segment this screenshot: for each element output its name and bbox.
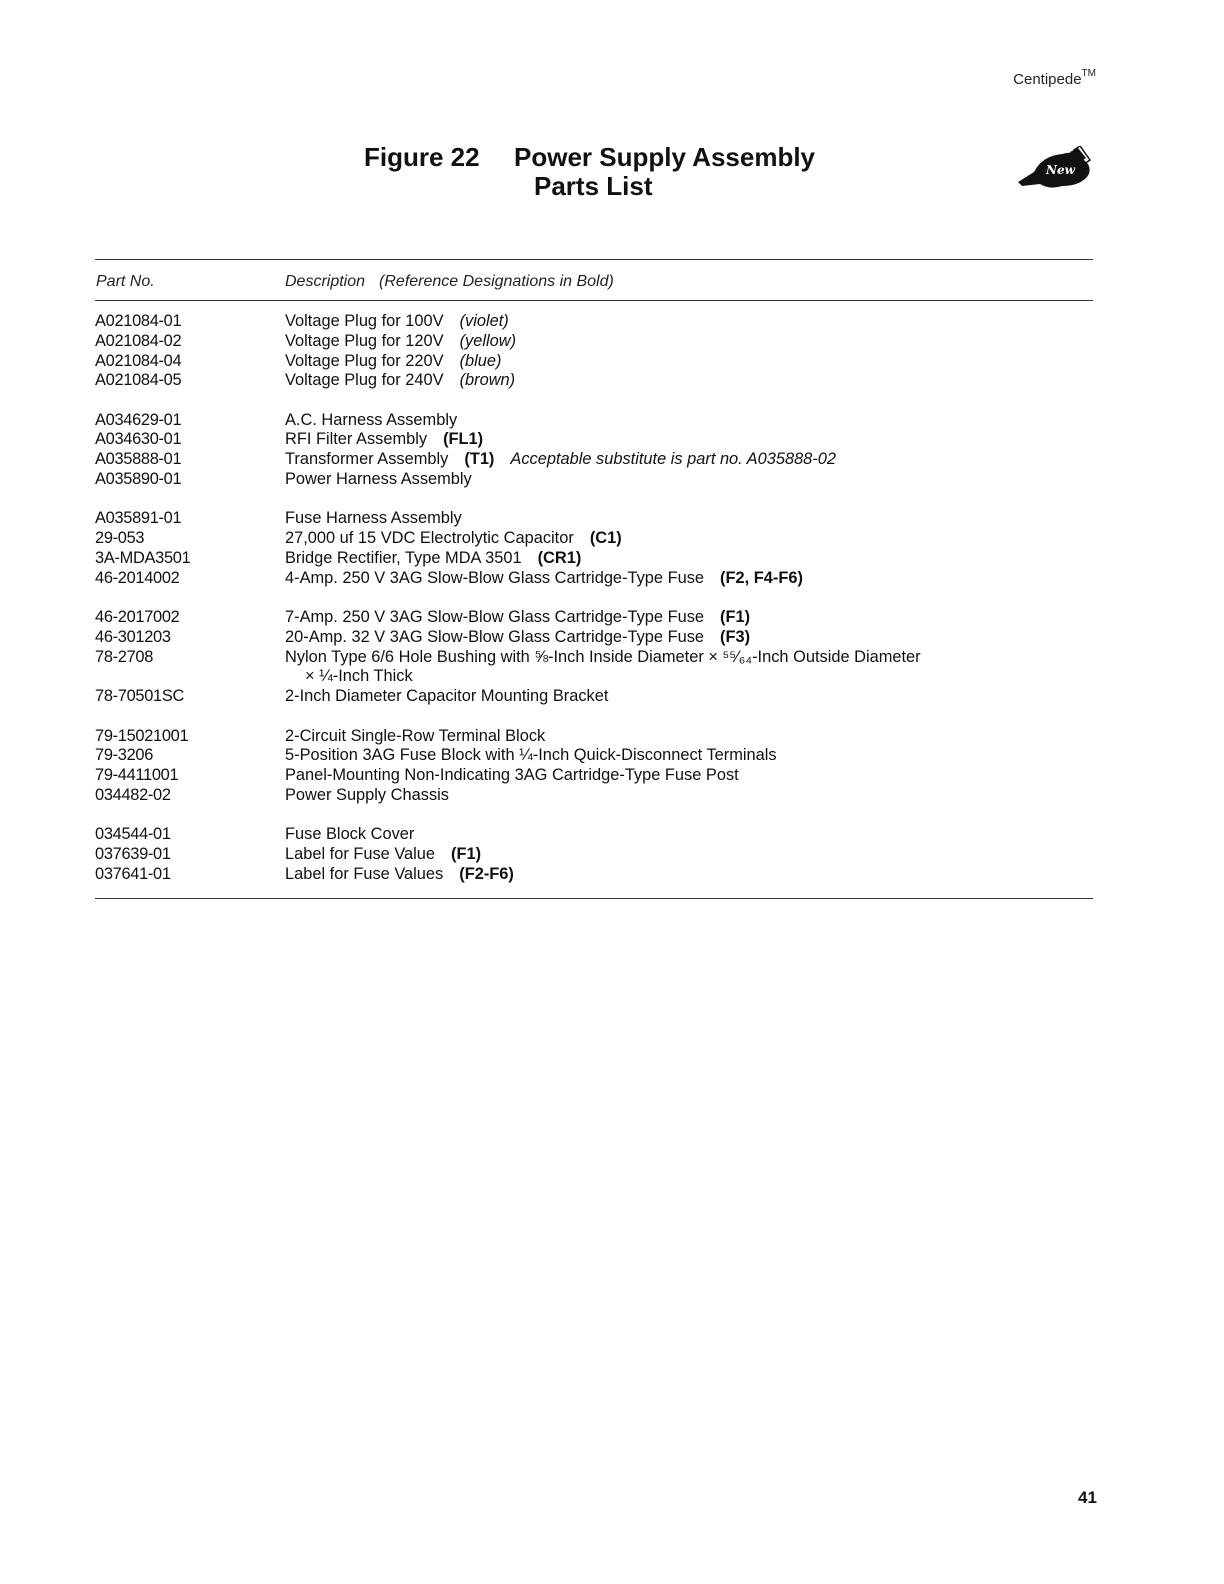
table-row xyxy=(95,845,1093,865)
parts-group xyxy=(95,727,1093,806)
description-text: 2-Circuit Single-Row Terminal Block xyxy=(285,726,546,745)
description-text: Voltage Plug for 240V xyxy=(285,371,444,390)
reference-designation: (F2-F6) xyxy=(459,864,514,883)
part-number: 79-15021001 xyxy=(95,726,189,745)
part-number: 034544-01 xyxy=(95,825,171,844)
table-row xyxy=(95,509,1093,529)
part-number: 46-301203 xyxy=(95,627,171,646)
table-row xyxy=(95,608,1093,628)
title-line-1: Power Supply Assembly xyxy=(514,142,816,172)
table-row xyxy=(95,312,1093,332)
description-text: 27,000 uf 15 VDC Electrolytic Capacitor xyxy=(285,529,574,548)
table-row xyxy=(95,529,1093,549)
table-row xyxy=(95,569,1093,589)
color-note: (yellow) xyxy=(459,331,517,350)
color-note: (brown) xyxy=(459,371,516,390)
part-description xyxy=(285,569,1093,589)
part-number: 46-2014002 xyxy=(95,568,180,587)
part-description xyxy=(285,865,1093,885)
parts-group xyxy=(95,312,1093,391)
column-header-part: Part No. xyxy=(96,273,155,290)
part-description xyxy=(285,549,1093,569)
part-number: A035888-01 xyxy=(95,450,182,469)
table-row xyxy=(95,746,1093,766)
part-number: A035891-01 xyxy=(95,509,182,528)
description-text: Power Harness Assembly xyxy=(285,470,472,489)
part-description xyxy=(285,470,1093,490)
part-description xyxy=(285,825,1093,845)
table-bottom-rule xyxy=(95,898,1093,899)
part-description xyxy=(285,450,1093,470)
reference-note: (Reference Designations in Bold) xyxy=(379,273,614,290)
part-description xyxy=(285,727,1093,747)
description-text: Fuse Block Cover xyxy=(285,825,415,844)
table-row xyxy=(95,766,1093,786)
description-text: Power Supply Chassis xyxy=(285,785,449,804)
parts-group xyxy=(95,825,1093,884)
part-number: 78-70501SC xyxy=(95,687,185,706)
running-header xyxy=(1013,70,1096,88)
table-row xyxy=(95,727,1093,747)
part-number: 037639-01 xyxy=(95,845,171,864)
reference-designation: (F3) xyxy=(720,627,751,646)
table-row xyxy=(95,549,1093,569)
part-description xyxy=(285,845,1093,865)
table-top-rule xyxy=(95,259,1093,260)
table-row xyxy=(95,648,1093,688)
part-description xyxy=(285,529,1093,549)
table-row xyxy=(95,450,1093,470)
part-description xyxy=(285,628,1093,648)
description-text: Voltage Plug for 220V xyxy=(285,351,444,370)
part-description xyxy=(285,411,1093,431)
description-text: 7-Amp. 250 V 3AG Slow-Blow Glass Cartridge-Type Fuse xyxy=(285,608,705,627)
table-row xyxy=(95,411,1093,431)
column-header-description xyxy=(285,273,614,291)
figure-number: Figure 22 xyxy=(364,142,480,172)
trademark-mark: TM xyxy=(1081,68,1096,79)
part-description xyxy=(285,371,1093,391)
description-text: Label for Fuse Value xyxy=(285,845,436,864)
table-row xyxy=(95,628,1093,648)
part-number: A021084-04 xyxy=(95,351,182,370)
description-continuation: × ¼-Inch Thick xyxy=(305,667,413,686)
description-text: A.C. Harness Assembly xyxy=(285,410,458,429)
description-text: Voltage Plug for 120V xyxy=(285,331,444,350)
part-description xyxy=(285,766,1093,786)
reference-designation: (F2, F4-F6) xyxy=(720,568,803,587)
part-number: 034482-02 xyxy=(95,785,171,804)
part-number: A034629-01 xyxy=(95,410,182,429)
part-number: A034630-01 xyxy=(95,430,182,449)
new-hand-icon xyxy=(1016,146,1092,192)
new-badge-label: New xyxy=(1046,163,1075,177)
part-description xyxy=(285,786,1093,806)
description-text: 2-Inch Diameter Capacitor Mounting Bracket xyxy=(285,687,609,706)
part-number: A035890-01 xyxy=(95,470,182,489)
part-description xyxy=(285,648,1093,688)
reference-designation: (T1) xyxy=(464,450,495,469)
description-text: Fuse Harness Assembly xyxy=(285,509,462,528)
description-text: 4-Amp. 250 V 3AG Slow-Blow Glass Cartridge-Type Fuse xyxy=(285,568,705,587)
table-row xyxy=(95,687,1093,707)
game-name: Centipede xyxy=(1013,71,1082,88)
table-row xyxy=(95,352,1093,372)
part-description xyxy=(285,608,1093,628)
description-text: Bridge Rectifier, Type MDA 3501 xyxy=(285,548,522,567)
part-description xyxy=(285,687,1093,707)
description-text: Nylon Type 6/6 Hole Bushing with ⅝-Inch Inside Diameter × ⁵⁵⁄₆₄-Inch Outside Diameter xyxy=(285,647,921,666)
substitute-note: Acceptable substitute is part no. A035888-02 xyxy=(510,450,836,469)
part-description xyxy=(285,332,1093,352)
description-text: Voltage Plug for 100V xyxy=(285,312,444,330)
description-text: Panel-Mounting Non-Indicating 3AG Cartridge-Type Fuse Post xyxy=(285,766,739,785)
reference-designation: (F1) xyxy=(451,845,482,864)
reference-designation: (C1) xyxy=(589,529,622,548)
part-number: A021084-01 xyxy=(95,312,182,330)
parts-table xyxy=(95,312,1093,904)
title-line-2: Parts List xyxy=(534,171,653,201)
parts-group xyxy=(95,411,1093,490)
part-number: 29-053 xyxy=(95,529,145,548)
description-header-label: Description xyxy=(285,273,366,290)
color-note: (blue) xyxy=(459,351,502,370)
part-number: A021084-02 xyxy=(95,331,182,350)
part-description xyxy=(285,746,1093,766)
description-text: 20-Amp. 32 V 3AG Slow-Blow Glass Cartridge-Type Fuse xyxy=(285,627,705,646)
description-text: RFI Filter Assembly xyxy=(285,430,428,449)
table-row xyxy=(95,786,1093,806)
part-number: 78-2708 xyxy=(95,647,154,666)
reference-designation: (CR1) xyxy=(537,548,582,567)
part-number: A021084-05 xyxy=(95,371,182,390)
part-number: 3A-MDA3501 xyxy=(95,548,191,567)
parts-group xyxy=(95,509,1093,588)
reference-designation: (F1) xyxy=(720,608,751,627)
table-row xyxy=(95,825,1093,845)
part-description xyxy=(285,430,1093,450)
page-number: 41 xyxy=(1078,1488,1097,1507)
description-text: Label for Fuse Values xyxy=(285,864,444,883)
description-text: 5-Position 3AG Fuse Block with ¼-Inch Quick-Disconnect Terminals xyxy=(285,746,777,765)
table-row xyxy=(95,332,1093,352)
part-description xyxy=(285,509,1093,529)
part-description xyxy=(285,312,1093,332)
table-row xyxy=(95,371,1093,391)
part-number: 79-4411001 xyxy=(95,766,179,785)
part-number: 46-2017002 xyxy=(95,608,180,627)
color-note: (violet) xyxy=(459,312,509,330)
parts-group xyxy=(95,608,1093,707)
part-number: 037641-01 xyxy=(95,864,171,883)
reference-designation: (FL1) xyxy=(443,430,484,449)
page-title xyxy=(364,143,834,201)
part-number: 79-3206 xyxy=(95,746,154,765)
description-text: Transformer Assembly xyxy=(285,450,449,469)
part-description xyxy=(285,352,1093,372)
table-row xyxy=(95,470,1093,490)
table-row xyxy=(95,430,1093,450)
table-row xyxy=(95,865,1093,885)
header-rule xyxy=(95,300,1093,301)
